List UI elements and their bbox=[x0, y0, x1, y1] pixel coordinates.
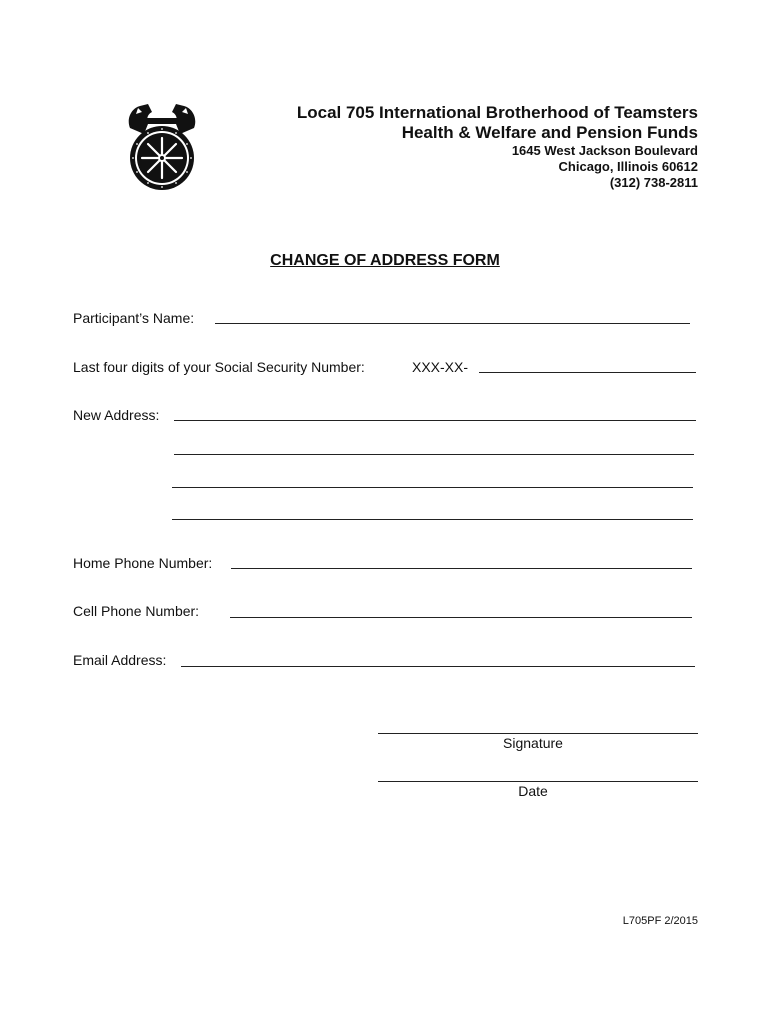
form-code: L705PF 2/2015 bbox=[622, 915, 698, 927]
new-address-line-3[interactable] bbox=[172, 487, 693, 488]
ssn-label: Last four digits of your Social Security Number: bbox=[73, 359, 365, 375]
new-address-line-2[interactable] bbox=[174, 454, 694, 455]
org-name-line1: Local 705 International Brotherhood of Teamsters bbox=[296, 103, 698, 122]
org-name-line2: Health & Welfare and Pension Funds bbox=[401, 123, 698, 142]
home-phone-label: Home Phone Number: bbox=[73, 555, 213, 571]
street-address: 1645 West Jackson Boulevard bbox=[511, 143, 698, 158]
date-label: Date bbox=[518, 783, 548, 799]
new-address-line-4[interactable] bbox=[172, 519, 693, 520]
participant-name-line[interactable] bbox=[215, 323, 690, 324]
cell-phone-line[interactable] bbox=[230, 617, 692, 618]
new-address-label: New Address: bbox=[73, 407, 160, 423]
phone-number: (312) 738-2811 bbox=[609, 175, 698, 190]
email-label: Email Address: bbox=[73, 652, 167, 668]
organization-header bbox=[297, 103, 698, 191]
home-phone-line[interactable] bbox=[231, 568, 692, 569]
cell-phone-label: Cell Phone Number: bbox=[73, 603, 200, 619]
participant-name-label: Participant’s Name: bbox=[73, 310, 195, 326]
form-title: CHANGE OF ADDRESS FORM bbox=[270, 252, 500, 269]
signature-label: Signature bbox=[503, 735, 563, 751]
teamsters-logo-icon bbox=[118, 100, 206, 194]
new-address-line-1[interactable] bbox=[174, 420, 696, 421]
ssn-line[interactable] bbox=[479, 372, 696, 373]
city-state-zip: Chicago, Illinois 60612 bbox=[558, 159, 698, 174]
date-line[interactable] bbox=[378, 781, 698, 782]
email-line[interactable] bbox=[181, 666, 695, 667]
signature-line[interactable] bbox=[378, 733, 698, 734]
ssn-prefix: XXX-XX- bbox=[412, 359, 469, 375]
